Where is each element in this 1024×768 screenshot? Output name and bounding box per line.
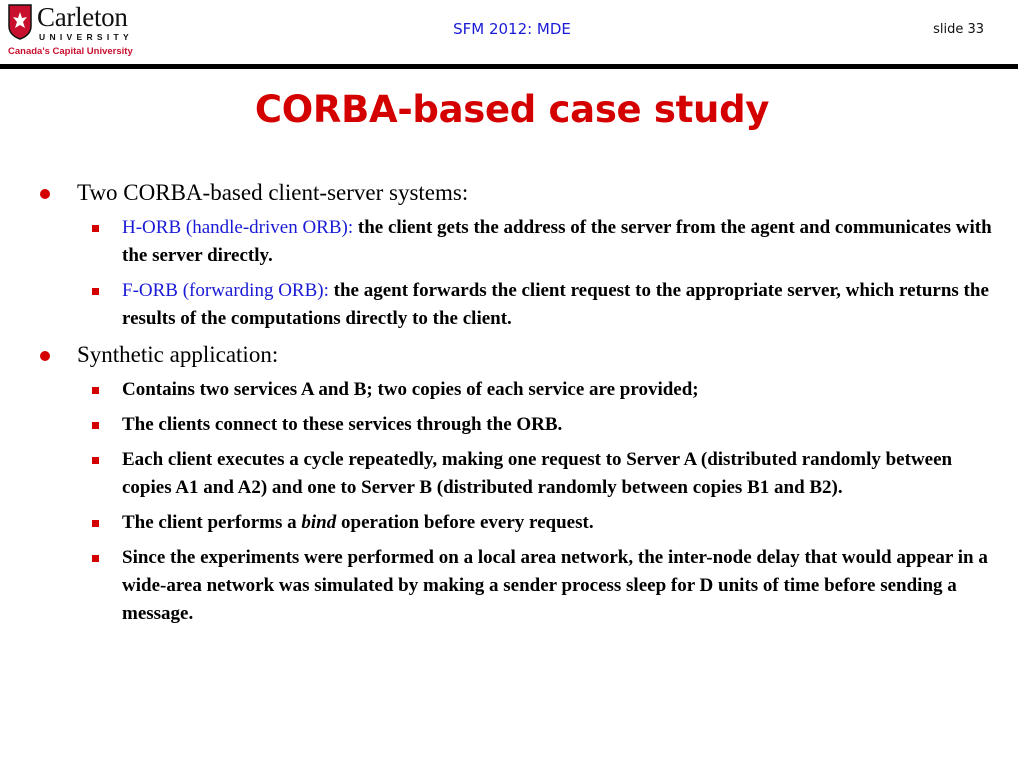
square-bullet-icon [92, 387, 99, 394]
bullet-text: The clients connect to these services through the ORB. [122, 414, 563, 435]
square-bullet-icon [92, 288, 99, 295]
header-divider [0, 64, 1018, 69]
square-bullet-icon [92, 520, 99, 527]
bullet-text-pre: The client performs a [122, 512, 302, 533]
logo-university: UNIVERSITY [39, 32, 134, 42]
logo-name: Carleton [37, 2, 128, 32]
header-course-label: SFM 2012: MDE [453, 20, 571, 38]
bullet-text: the agent forwards the client request to the appropriate server, which returns the results of the computations directly to the client. [122, 280, 989, 329]
slide-number: slide 33 [933, 22, 984, 37]
bullet-level2 [0, 277, 1010, 333]
bullet-level2 [0, 376, 1010, 404]
bullet-lead-term: F-ORB (forwarding ORB): [122, 280, 329, 301]
slide-title: CORBA-based case study [254, 88, 770, 131]
bullet-level1 [0, 340, 1010, 370]
bullet-text: Two CORBA-based client-server systems: [77, 180, 469, 205]
bullet-text: the client gets the address of the server from the agent and communicates with the server directly. [122, 217, 992, 266]
bullet-text: Contains two services A and B; two copies of each service are provided; [122, 379, 699, 400]
square-bullet-icon [92, 422, 99, 429]
bullet-level2 [0, 214, 1010, 270]
bullet-text: Each client executes a cycle repeatedly, making one request to Server A (distributed randomly between copies A1 and A2) and one to Server B (distributed randomly between copies B1 and B2). [122, 449, 953, 498]
logo-tagline: Canada's Capital University [8, 46, 133, 57]
bullet-level2 [0, 411, 1010, 439]
round-bullet-icon [40, 351, 50, 361]
bullet-level2 [0, 544, 1010, 628]
slide-content [0, 178, 1010, 635]
bullet-text: Synthetic application: [77, 342, 279, 367]
square-bullet-icon [92, 225, 99, 232]
square-bullet-icon [92, 457, 99, 464]
bullet-level1 [0, 178, 1010, 208]
bullet-emphasis: bind [301, 512, 337, 533]
round-bullet-icon [40, 189, 50, 199]
bullet-text: Since the experiments were performed on a local area network, the inter-node delay that would appear in a wide-area network was simulated by making a sender process sleep for D units of time before sending a message. [122, 547, 988, 624]
bullet-level2 [0, 509, 1010, 537]
bullet-text-post: operation before every request. [336, 512, 594, 533]
square-bullet-icon [92, 555, 99, 562]
bullet-level2 [0, 446, 1010, 502]
bullet-lead-term: H-ORB (handle-driven ORB): [122, 217, 354, 238]
